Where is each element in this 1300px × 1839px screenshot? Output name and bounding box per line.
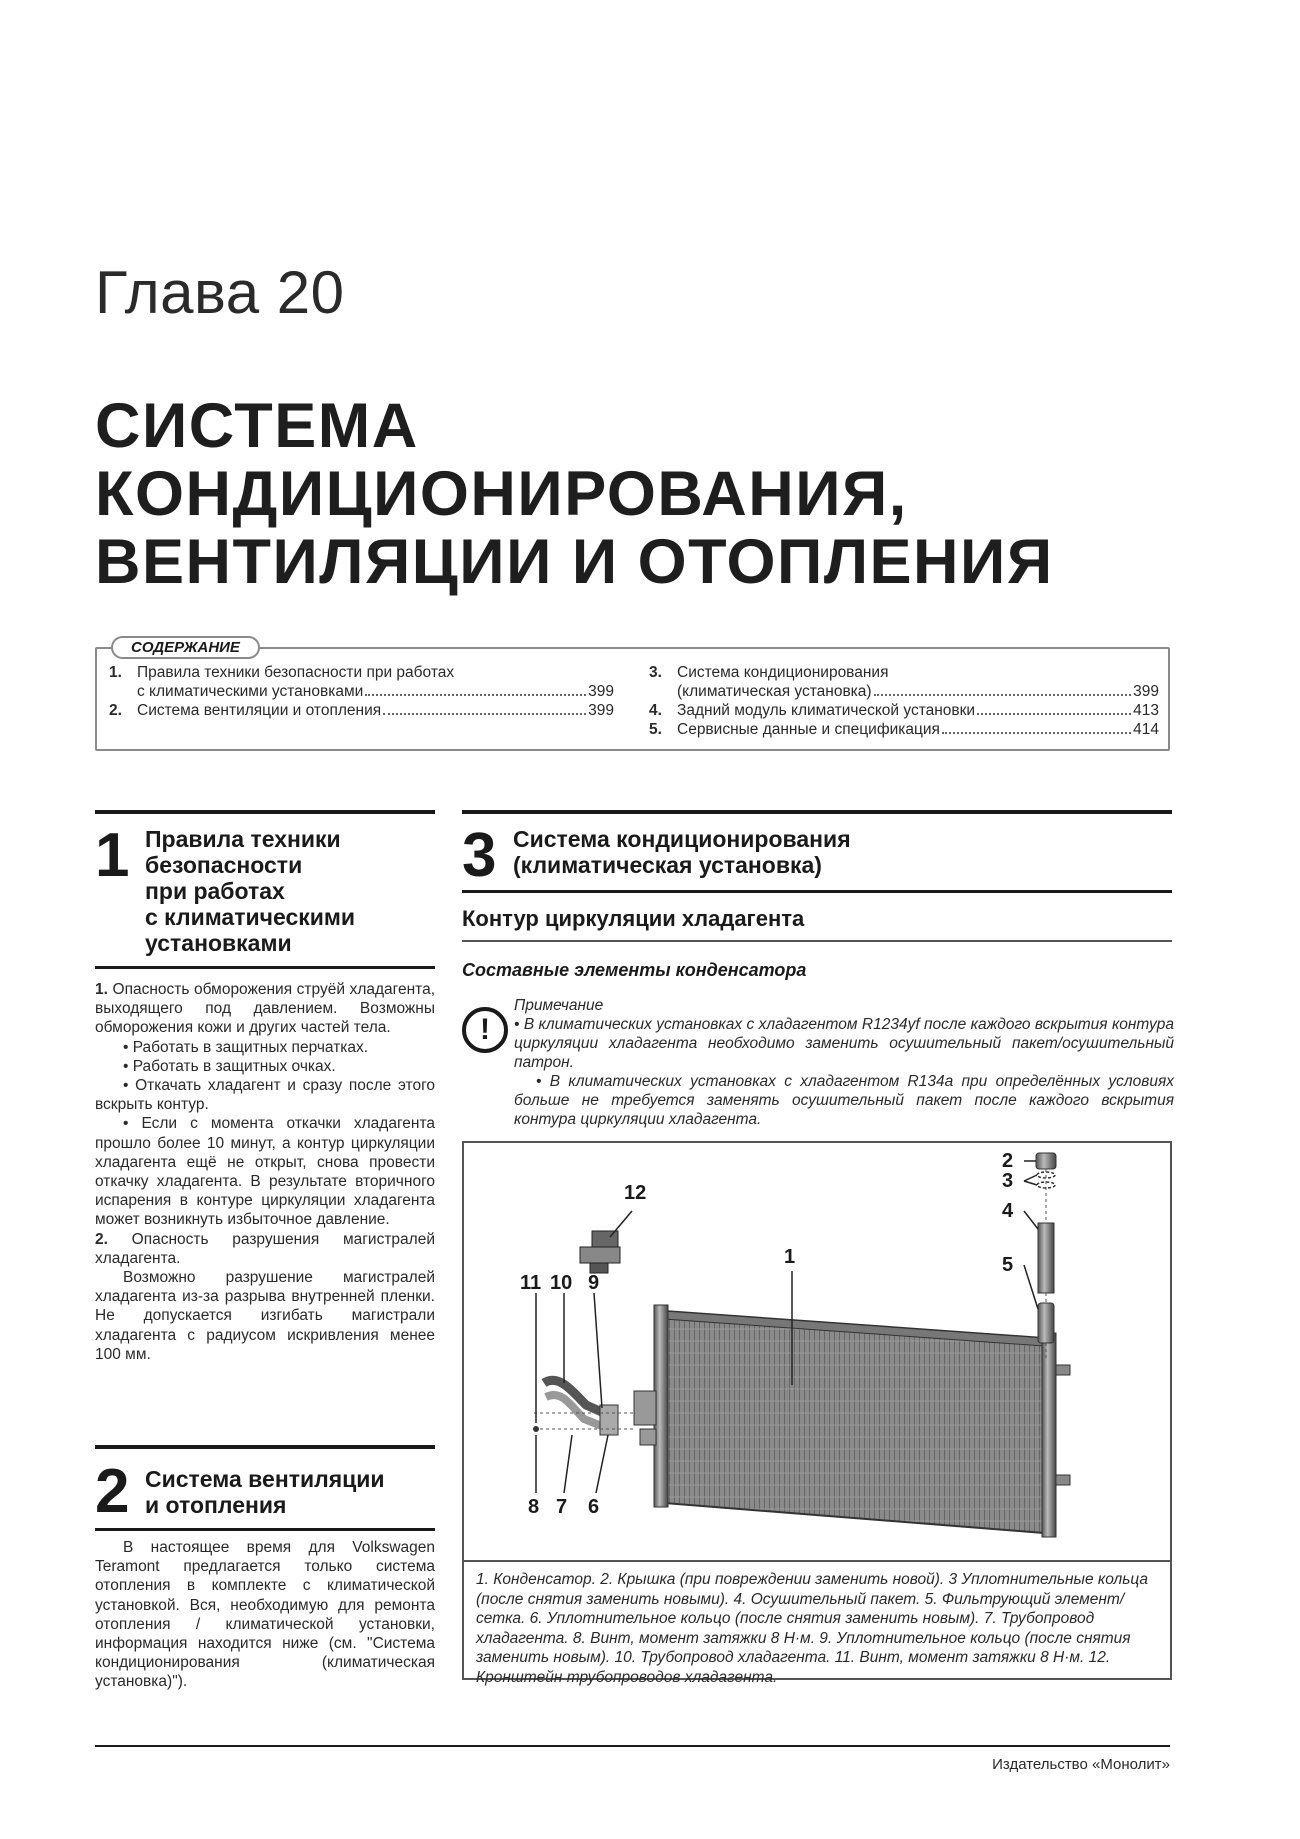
toc-item-title: Задний модуль климатической установки — [677, 702, 976, 719]
section-rule — [462, 890, 1172, 893]
chapter-heading: Глава 20 — [95, 259, 345, 326]
bullet: • Работать в защитных очках. — [123, 1057, 336, 1075]
section-rule — [95, 1445, 435, 1449]
table-of-contents — [95, 639, 1170, 751]
bullet: • Откачать хладагент и сразу после этого вскрыть контур. — [95, 1077, 435, 1114]
section-1-body — [95, 980, 435, 1364]
chapter-title — [95, 392, 1054, 596]
callout-4: 4 — [1002, 1200, 1014, 1222]
dryer-cap — [1036, 1153, 1056, 1169]
section-rule — [462, 810, 1172, 814]
bullet: • Если с момента откачки хладагента прошло более 10 минут, а контур циркуляции хладагента ещё не открыт, снова провести откачку хладагента. В результате вторичного испарения в контуре циркуляции хладагента может возникнуть избыточное давление. — [95, 1115, 435, 1229]
section-1-number: 1 — [95, 821, 130, 890]
footer-rule — [95, 1745, 1170, 1747]
title-line: установками — [145, 930, 292, 956]
title-line: при работах — [145, 878, 285, 904]
note-item: • В климатических установках с хладагентом R1234yf после каждого вскрытия контура циркуляции хладагента необходимо заменить осушительный пакет/осушительный патрон. — [514, 1016, 1174, 1071]
callout-1: 1 — [784, 1246, 796, 1268]
subsection-rule — [462, 940, 1172, 942]
toc-item-title: Сервисные данные и спецификация — [677, 721, 940, 738]
callout-11: 11 — [520, 1272, 542, 1294]
section-2-title — [145, 1466, 385, 1518]
paragraph: Возможно разрушение магистралей хладагента из-за разрыва внутренней пленки. Не допускается изгибать магистрали хладагента с радиусом искривления менее 100 мм. — [95, 1269, 435, 1363]
paragraph: 1. Опасность обморожения струёй хладагента, выходящего под давлением. Возможны обморожения кожи и других частей тела. — [95, 981, 435, 1037]
toc-item-page: 399 — [1133, 683, 1159, 700]
toc-item-page: 413 — [1133, 702, 1159, 719]
toc-item-title-cont: (климатическая установка) — [677, 683, 872, 700]
subsubsection-heading: Составные элементы конденсатора — [462, 960, 807, 980]
pipe-bracket — [580, 1231, 620, 1273]
section-rule — [95, 966, 435, 969]
condenser-core — [664, 1311, 1044, 1533]
toc-label: СОДЕРЖАНИЕ — [111, 636, 260, 659]
callout-7: 7 — [556, 1496, 568, 1518]
note-item: • В климатических установках с хладагентом R134a при определённых условиях больше не требуется заменять осушительный пакет после каждого вскрытия контура циркуляции хладагента. — [514, 1073, 1174, 1128]
toc-item-number: 2. — [109, 702, 122, 719]
toc-item-page: 399 — [588, 683, 614, 700]
toc-item[interactable] — [109, 663, 614, 701]
callout-10: 10 — [550, 1272, 573, 1294]
section-1-title — [145, 826, 355, 956]
title-line: Система кондиционирования — [513, 826, 851, 852]
title-line: безопасности — [145, 852, 303, 878]
toc-item-title: Система вентиляции и отопления — [137, 702, 382, 719]
toc-item-page: 399 — [588, 702, 614, 719]
toc-item-title: Правила техники безопасности при работах — [137, 664, 455, 681]
dryer-bag — [1038, 1223, 1054, 1293]
section-3-title — [513, 826, 851, 878]
warning-icon: ! — [462, 1007, 508, 1053]
condenser-diagram — [462, 1141, 1172, 1562]
publisher-footer: Издательство «Монолит» — [992, 1756, 1170, 1773]
section-2-body — [95, 1538, 435, 1692]
callout-3: 3 — [1002, 1170, 1014, 1192]
callout-9: 9 — [588, 1272, 600, 1294]
toc-item-number: 3. — [649, 664, 662, 681]
toc-column-left — [109, 663, 614, 720]
callout-5: 5 — [1002, 1254, 1014, 1276]
section-2-number: 2 — [95, 1457, 130, 1526]
title-line: СИСТЕМА — [95, 391, 419, 461]
refrigerant-pipes — [544, 1380, 618, 1435]
condenser-illustration — [464, 1143, 1170, 1560]
toc-item[interactable] — [649, 701, 1159, 720]
note-label: Примечание — [514, 997, 604, 1014]
title-line: Система вентиляции — [145, 1466, 385, 1492]
toc-item-title-cont: с климатическими установками — [137, 683, 364, 700]
title-line: с климатическими — [145, 904, 356, 930]
toc-item-title: Система кондиционирования — [677, 664, 889, 681]
title-line: (климатическая установка) — [513, 852, 822, 878]
toc-item[interactable] — [649, 720, 1159, 739]
title-line: КОНДИЦИОНИРОВАНИЯ, — [95, 459, 908, 529]
toc-item-number: 1. — [109, 664, 122, 681]
section-rule — [95, 810, 435, 814]
callout-12: 12 — [624, 1182, 647, 1204]
title-line: и отопления — [145, 1492, 287, 1518]
toc-item[interactable] — [109, 701, 614, 720]
section-3-number: 3 — [462, 821, 497, 890]
toc-item-number: 5. — [649, 721, 662, 738]
filter-element — [1038, 1303, 1054, 1343]
note-block — [514, 996, 1174, 1129]
callout-2: 2 — [1002, 1150, 1014, 1172]
title-line: Правила техники — [145, 826, 341, 852]
callout-6: 6 — [588, 1496, 600, 1518]
section-rule — [95, 1528, 435, 1531]
toc-item-number: 4. — [649, 702, 662, 719]
figure-caption: 1. Конденсатор. 2. Крышка (при повреждении заменить новой). 3 Уплотнительные кольца (после снятия заменить новыми). 4. Осушительный пакет. 5. Фильтрующий элемент/сетка. 6. Уплотнительное кольцо (после снятия заменить новым). 7. Трубопровод хладагента. 8. Винт, момент затяжки 8 Н·м. 9. Уплотнительное кольцо (после снятия заменить новым). 10. Трубопровод хладагента. 11. Винт, момент затяжки 8 Н·м. 12. Кронштейн трубопроводов хладагента. — [462, 1562, 1172, 1680]
paragraph: В настоящее время для Volkswagen Teramont предлагается только система отопления в комплекте с климатической установкой. Вся, необходимую для ремонта отопления / климатической установки, информация находится ниже (см. "Система кондиционирования (климатическая установка)"). — [95, 1539, 435, 1691]
toc-item-page: 414 — [1133, 721, 1159, 738]
callout-8: 8 — [528, 1496, 540, 1518]
toc-item[interactable] — [649, 663, 1159, 701]
toc-column-right — [649, 663, 1159, 739]
subsection-heading: Контур циркуляции хладагента — [462, 906, 805, 931]
paragraph: 2. Опасность разрушения магистралей хладагента. — [95, 1230, 435, 1267]
title-line: ВЕНТИЛЯЦИИ И ОТОПЛЕНИЯ — [95, 527, 1054, 597]
bullet: • Работать в защитных перчатках. — [123, 1038, 369, 1056]
